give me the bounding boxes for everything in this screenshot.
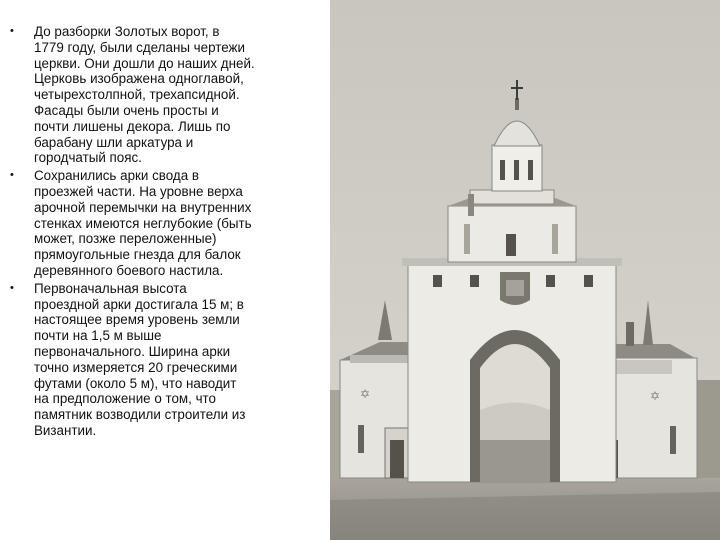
bullet-line: арочной перемычки на внутренних [34,199,252,215]
bullet-line: Византии. [34,422,97,438]
bullet-line: четырехстолпной, трехапсидной. [34,87,240,103]
bullet-line: настоящее время уровень земли [34,312,240,328]
svg-text:✡: ✡ [650,389,661,403]
bullet-item [10,24,322,166]
bullet-line: почти лишены декора. Лишь по [34,118,231,134]
bullet-item [10,168,322,279]
bullet-item [10,281,322,439]
bullet-list [10,24,322,439]
bullet-line: точно измеряется 20 греческими [34,359,238,375]
bullet-line: Первоначальная высота [34,280,187,296]
bullet-line: памятник возводили строители из [34,407,246,423]
bullet-line: До разборки Золотых ворот, в [34,24,220,39]
bullet-line: почти на 1,5 м выше [34,328,162,344]
bullet-line: прямоугольные гнезда для балок [34,247,241,263]
bullet-icon: • [10,169,14,182]
bullet-line: Церковь изображена одноглавой, [34,71,244,87]
bullet-line: проезжей части. На уровне верха [34,183,243,199]
bullet-line: деревянного боевого настила. [34,262,224,278]
bullet-line: проездной арки достигала 15 м; в [34,296,244,312]
svg-text:✡: ✡ [360,387,371,401]
bullet-line: Фасады были очень просты и [34,102,219,118]
bullet-line: барабану шли аркатура и [34,134,194,150]
bullet-line: первоначального. Ширина арки [34,343,231,359]
bullet-line: стенках имеются неглубокие (быть [34,215,252,231]
bullet-line: городчатый пояс. [34,150,142,166]
bullet-icon: • [10,25,14,37]
bullet-line: церкви. Они дошли до наших дней. [34,55,255,71]
text-column [0,0,330,540]
bullet-line: может, позже переложенные) [34,231,217,247]
bullet-icon: • [10,281,14,294]
bullet-line: на предположение о том, что [34,391,216,407]
bullet-line: футами (около 5 м), что наводит [34,375,237,391]
bullet-line: Сохранились арки свода в [34,168,199,184]
golden-gate-illustration [330,0,720,540]
golden-gate-photo [330,0,720,540]
bullet-line: 1779 году, были сделаны чертежи [34,39,245,55]
